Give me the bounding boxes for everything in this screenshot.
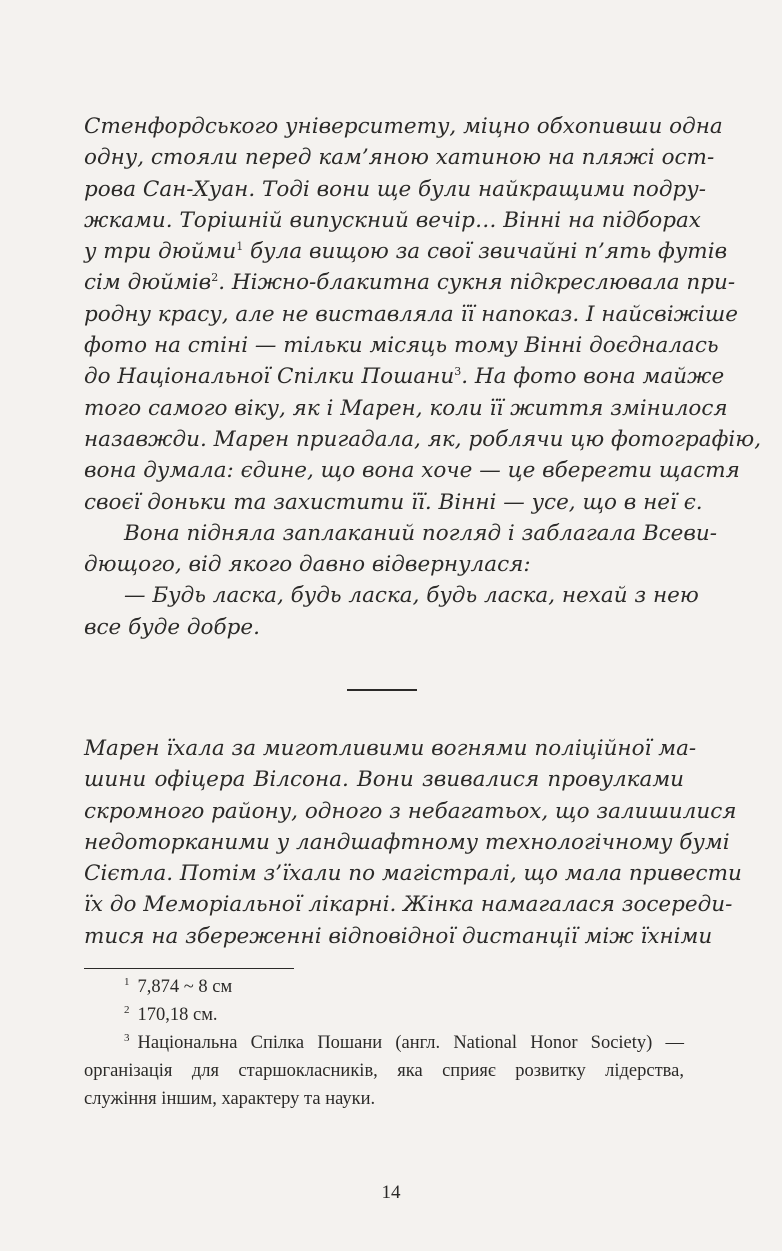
section-separator <box>347 689 417 691</box>
text-line <box>84 236 728 267</box>
footnote-3-line: організація для старшокласників, яка сприяє розвитку лідерства, <box>84 1061 684 1081</box>
footnote-2 <box>84 1001 684 1029</box>
text-segment: у три дюйми <box>84 239 237 265</box>
main-text-top <box>84 111 762 643</box>
footnote-number: 1 <box>124 975 130 988</box>
text-line: Стенфордського університету, міцно обхопивши одна <box>84 114 723 139</box>
main-text-bottom <box>84 733 742 952</box>
text-line: одну, стояли перед кам’яною хатиною на пляжі ост- <box>84 145 715 171</box>
text-line: — Будь ласка, будь ласка, будь ласка, нехай з нею <box>124 583 699 609</box>
text-line: шини офіцера Вілсона. Вони звивалися провулками <box>84 767 684 793</box>
footnotes <box>84 973 684 1113</box>
footnote-3-line: служіння іншим, характеру та науки. <box>84 1089 376 1109</box>
text-line: все буде добре. <box>84 614 260 640</box>
footnote-3 <box>84 1029 684 1057</box>
text-segment: . На фото вона майже <box>461 364 725 390</box>
text-line: тися на збереженні відповідної дистанції між їхніми <box>84 923 713 949</box>
text-line: недоторканими у ландшафтному технологічному бумі <box>84 829 730 855</box>
footnote-number: 3 <box>124 1031 130 1044</box>
footnote-text: Національна Спілка Пошани (англ. National Honor Society) — <box>137 1033 684 1053</box>
text-line: їх до Меморіальної лікарні. Жінка намагалася зосереди- <box>84 892 733 918</box>
text-line: жками. Торішній випускний вечір… Вінні на підборах <box>84 207 701 233</box>
text-segment: до Національної Спілки Пошани <box>84 364 455 390</box>
text-line: Вона підняла заплаканий погляд і заблагала Всеви- <box>124 520 718 546</box>
text-segment: сім дюймів <box>84 270 212 296</box>
text-line: дющого, від якого давно відвернулася: <box>84 552 531 578</box>
page-number: 14 <box>381 1182 401 1203</box>
text-line: фото на стіні — тільки місяць тому Вінні доєдналась <box>84 333 719 359</box>
text-segment: була вищою за свої звичайні п’ять футів <box>243 239 728 265</box>
text-line: того самого віку, як і Марен, коли її життя змінилося <box>84 395 728 421</box>
footnote-text: 170,18 см. <box>137 1005 218 1025</box>
text-line: скромного району, одного з небагатьох, що залишилися <box>84 798 737 824</box>
text-line: своєї доньки та захистити її. Вінні — усе, що в неї є. <box>84 489 703 515</box>
footnote-text: 7,874 ~ 8 см <box>137 977 233 997</box>
footnote-divider <box>84 968 294 969</box>
footnote-1 <box>84 973 684 1001</box>
text-line <box>84 361 725 392</box>
text-line: вона думала: єдине, що вона хоче — це вберегти щастя <box>84 458 740 484</box>
footnote-number: 2 <box>124 1003 130 1016</box>
text-line: назавжди. Марен пригадала, як, роблячи цю фотографію, <box>84 426 762 452</box>
text-line: родну красу, але не виставляла її напоказ. І найсвіжіше <box>84 301 738 327</box>
text-line: Сієтла. Потім з’їхали по магістралі, що мала привести <box>84 861 742 887</box>
text-line: Марен їхала за миготливими вогнями поліційної ма- <box>84 736 697 761</box>
text-line <box>84 267 736 298</box>
footnote-ref: 1 <box>236 240 244 254</box>
footnote-ref: 3 <box>454 365 462 379</box>
text-segment: . Ніжно-блакитна сукня підкреслювала при- <box>218 270 736 296</box>
text-line: рова Сан-Хуан. Тоді вони ще були найкращими подру- <box>84 176 706 202</box>
footnote-ref: 2 <box>211 271 219 285</box>
